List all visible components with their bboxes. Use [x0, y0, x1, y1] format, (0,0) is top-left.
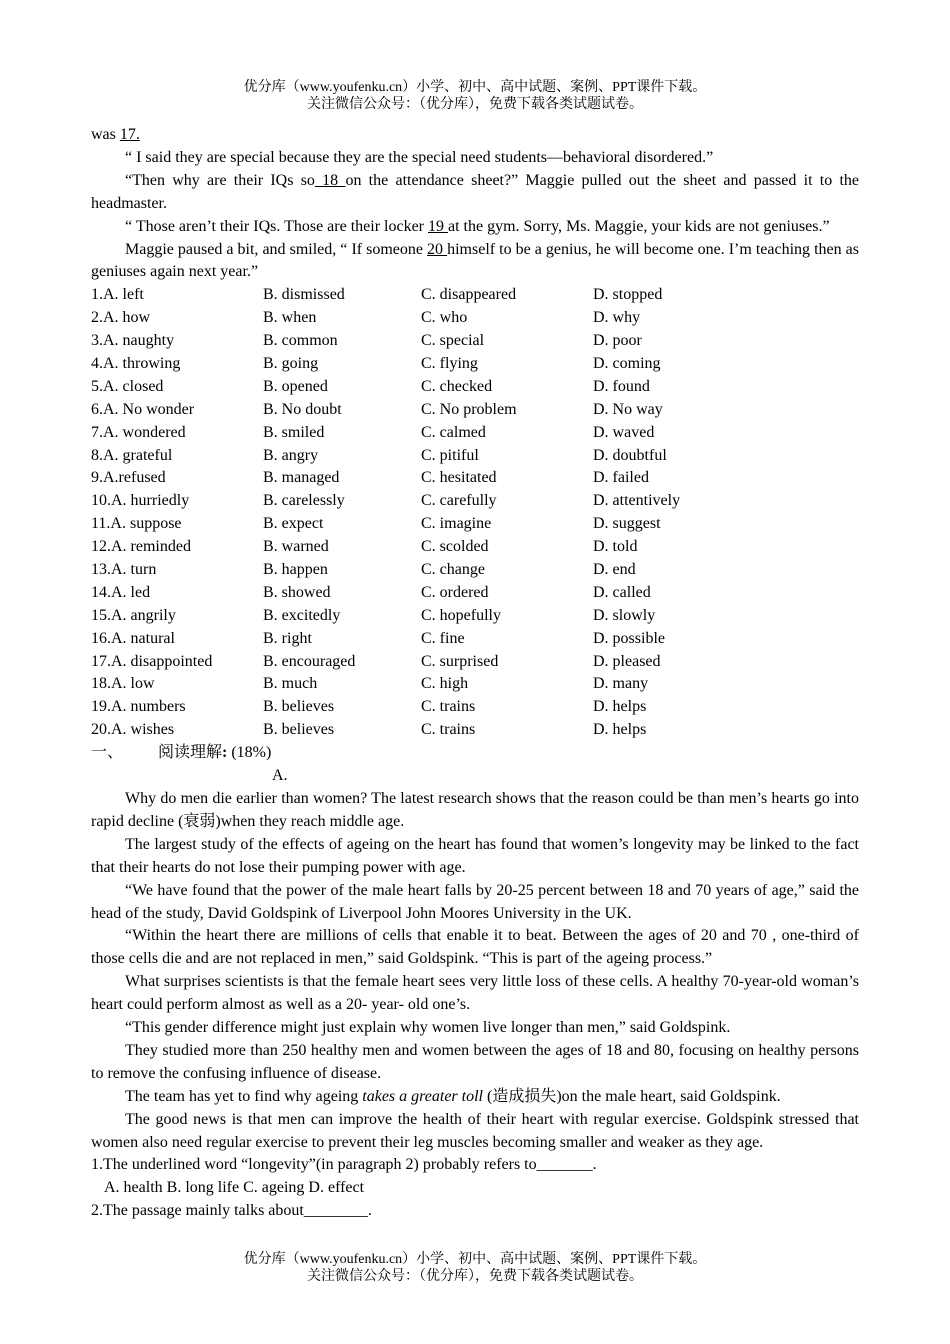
option-row: [91, 559, 859, 582]
option-row: [91, 353, 859, 376]
option-choice: C. trains: [421, 698, 476, 716]
option-choice: 17.A. disappointed: [91, 652, 213, 670]
option-row: [91, 284, 859, 307]
option-choice: C. surprised: [421, 652, 499, 670]
option-row: [91, 651, 859, 674]
option-choice: 6.A. No wonder: [91, 400, 195, 418]
option-choice: 7.A. wondered: [91, 423, 186, 441]
option-choice: 14.A. led: [91, 583, 151, 601]
option-choice: 16.A. natural: [91, 629, 175, 647]
option-row: [91, 673, 859, 696]
option-row: [91, 605, 859, 628]
options-list: [91, 284, 859, 742]
passage-paragraph-6: “This gender difference might just explain why women live longer than men,” said Goldspink.: [125, 1019, 731, 1037]
section-title-text: 阅读理解: [158, 744, 223, 762]
option-choice: C. who: [421, 309, 468, 327]
passage-label: A.: [272, 767, 288, 785]
option-choice: B. expect: [263, 515, 324, 533]
story-paragraph-2: [91, 170, 859, 216]
text: “ Those aren’t their IQs. Those are their locker: [125, 217, 428, 235]
option-choice: B. believes: [263, 721, 335, 739]
option-choice: C. hesitated: [421, 469, 497, 487]
option-choice: C. fine: [421, 629, 465, 647]
option-choice: D. waved: [593, 423, 655, 441]
option-choice: D. helps: [593, 721, 647, 739]
option-choice: B. No doubt: [263, 400, 342, 418]
option-choice: 8.A. grateful: [91, 446, 173, 464]
option-choice: D. suggest: [593, 515, 661, 533]
option-row: [91, 696, 859, 719]
header-line-2: 关注微信公众号：（优分库），免费下载各类试题试卷。: [307, 97, 643, 112]
passage-paragraph-3: “We have found that the power of the male heart falls by 20-25 percent between 18 and 70 years of age,” said the head of the study, David Goldspink of Liverpool John Moores University in the UK.: [91, 881, 859, 922]
option-choice: 2.A. how: [91, 309, 151, 327]
header-line-1: 优分库（www.youfenku.cn）小学、初中、高中试题、案例、PPT课件下载。: [243, 80, 707, 95]
option-row: [91, 719, 859, 742]
text: Maggie paused a bit, and smiled, “ If someone: [125, 240, 428, 258]
option-choice: D. possible: [593, 629, 665, 647]
option-choice: 4.A. throwing: [91, 355, 181, 373]
option-choice: B. dismissed: [263, 286, 345, 304]
option-choice: D. helps: [593, 698, 647, 716]
document-body: [91, 124, 859, 1223]
option-choice: 1.A. left: [91, 286, 144, 304]
text: “Then why are their IQs so: [125, 171, 315, 189]
section-colon: :: [222, 744, 228, 762]
option-choice: B. believes: [263, 698, 335, 716]
option-choice: D. found: [593, 377, 650, 395]
text: was: [91, 126, 120, 143]
section-title: [158, 742, 271, 765]
option-choice: D. coming: [593, 355, 661, 373]
option-choice: 18.A. low: [91, 675, 155, 693]
option-choice: B. much: [263, 675, 318, 693]
section-heading: [91, 742, 859, 765]
option-choice: B. managed: [263, 469, 340, 487]
option-row: [91, 582, 859, 605]
blank-20: 20: [427, 240, 448, 258]
blank-18: 18: [314, 171, 346, 189]
text: The team has yet to find why ageing: [125, 1087, 363, 1105]
page-footer: [0, 1251, 950, 1285]
option-choice: D. doubtful: [593, 446, 667, 464]
option-choice: 10.A. hurriedly: [91, 492, 190, 510]
option-row: [91, 536, 859, 559]
option-choice: B. opened: [263, 377, 328, 395]
option-row: [91, 422, 859, 445]
option-choice: B. angry: [263, 446, 319, 464]
option-row: [91, 490, 859, 513]
option-choice: 3.A. naughty: [91, 332, 175, 350]
option-choice: B. right: [263, 629, 312, 647]
option-row: [91, 330, 859, 353]
option-choice: C. pitiful: [421, 446, 479, 464]
passage-paragraph-9: The good news is that men can improve the health of their heart with regular exercise. Goldspink stressed that women also need regular exercise to prevent their leg muscles becoming smaller and weaker as they age.: [91, 1110, 859, 1151]
option-choice: 5.A. closed: [91, 377, 164, 395]
option-choice: B. going: [263, 355, 319, 373]
option-choice: B. showed: [263, 583, 331, 601]
option-choice: 9.A.refused: [91, 469, 166, 487]
option-choice: 15.A. angrily: [91, 606, 176, 624]
blank-19: 19: [428, 217, 448, 235]
section-score: (18%): [227, 744, 272, 762]
option-choice: B. carelessly: [263, 492, 345, 510]
option-choice: B. when: [263, 309, 317, 327]
option-choice: C. flying: [421, 355, 478, 373]
option-choice: D. why: [593, 309, 641, 327]
text: at the gym. Sorry, Ms. Maggie, your kids are not geniuses.”: [448, 217, 830, 235]
section-number: 一、: [91, 744, 124, 762]
option-choice: B. encouraged: [263, 652, 356, 670]
option-choice: D. failed: [593, 469, 649, 487]
option-choice: B. happen: [263, 561, 328, 579]
option-choice: D. attentively: [593, 492, 681, 510]
option-choice: D. poor: [593, 332, 642, 350]
option-choice: D. stopped: [593, 286, 663, 304]
option-choice: D. pleased: [593, 652, 661, 670]
option-choice: C. change: [421, 561, 485, 579]
passage-paragraph-2: The largest study of the effects of ageing on the heart has found that women’s longevity may be linked to the fact that their hearts do not lose their pumping power with age.: [91, 835, 859, 876]
question-2: 2.The passage mainly talks about________.: [91, 1202, 372, 1220]
question-1-options: A. health B. long life C. ageing D. effect: [104, 1179, 365, 1197]
option-choice: C. calmed: [421, 423, 486, 441]
story-paragraph-1: “ I said they are special because they are the special need students—behavioral disordered.”: [125, 148, 714, 166]
option-row: [91, 628, 859, 651]
text: himself to be a genius, he will become one. I’m teaching then as geniuses again next year.”: [91, 240, 859, 281]
option-choice: C. special: [421, 332, 485, 350]
option-choice: B. smiled: [263, 423, 325, 441]
option-row: [91, 307, 859, 330]
option-row: [91, 399, 859, 422]
option-choice: D. end: [593, 561, 636, 579]
option-choice: C. high: [421, 675, 469, 693]
story-paragraph-0: [91, 124, 859, 147]
option-choice: 20.A. wishes: [91, 721, 175, 739]
emphasis: takes a greater toll: [362, 1087, 483, 1105]
passage-paragraph-5: What surprises scientists is that the female heart sees very little loss of these cells. A healthy 70-year-old woman’s heart could perform almost as well as a 20- year- old one’s.: [91, 973, 859, 1014]
text: on the attendance sheet?” Maggie pulled out the sheet and passed it to the headmaster.: [91, 171, 860, 212]
option-choice: C. trains: [421, 721, 476, 739]
option-choice: D. slowly: [593, 606, 656, 624]
story-paragraph-3: [91, 216, 859, 239]
option-row: [91, 513, 859, 536]
passage-paragraph-4: “Within the heart there are millions of cells that enable it to beat. Between the ages of 20 and 70 , one-third of those cells die and are not replaced in men,” said Goldspink. “This is part of the ageing process.”: [91, 927, 859, 968]
option-choice: C. hopefully: [421, 606, 501, 624]
option-choice: 19.A. numbers: [91, 698, 186, 716]
option-choice: B. common: [263, 332, 338, 350]
option-choice: D. many: [593, 675, 649, 693]
page-header: [0, 79, 950, 113]
option-row: [91, 445, 859, 468]
passage-paragraph-7: They studied more than 250 healthy men and women between the ages of 18 and 80, focusing on healthy persons to remove the confusing influence of disease.: [91, 1041, 859, 1082]
option-choice: C. carefully: [421, 492, 497, 510]
option-choice: B. warned: [263, 538, 329, 556]
option-choice: 13.A. turn: [91, 561, 157, 579]
option-choice: D. told: [593, 538, 638, 556]
option-choice: C. No problem: [421, 400, 517, 418]
option-choice: 11.A. suppose: [91, 515, 182, 533]
blank-17: 17.: [119, 126, 140, 143]
option-row: [91, 467, 859, 490]
option-choice: C. imagine: [421, 515, 492, 533]
option-choice: D. No way: [593, 400, 663, 418]
question-1: 1.The underlined word “longevity”(in paragraph 2) probably refers to_______.: [91, 1156, 597, 1174]
option-choice: C. checked: [421, 377, 493, 395]
option-choice: 12.A. reminded: [91, 538, 191, 556]
footer-line-2: 关注微信公众号：（优分库），免费下载各类试题试卷。: [307, 1269, 643, 1284]
story-paragraph-4: [91, 239, 859, 285]
option-choice: C. scolded: [421, 538, 489, 556]
footer-line-1: 优分库（www.youfenku.cn）小学、初中、高中试题、案例、PPT课件下载。: [243, 1252, 707, 1267]
text: (造成损失)on the male heart, said Goldspink.: [482, 1087, 781, 1105]
passage-paragraph-1: Why do men die earlier than women? The latest research shows that the reason could be than men’s hearts go into rapid decline (衰弱)when they reach middle age.: [91, 789, 859, 830]
option-choice: C. disappeared: [421, 286, 517, 304]
option-choice: B. excitedly: [263, 606, 341, 624]
option-choice: C. ordered: [421, 583, 489, 601]
option-row: [91, 376, 859, 399]
passage-paragraph-8: [91, 1086, 859, 1109]
option-choice: D. called: [593, 583, 651, 601]
